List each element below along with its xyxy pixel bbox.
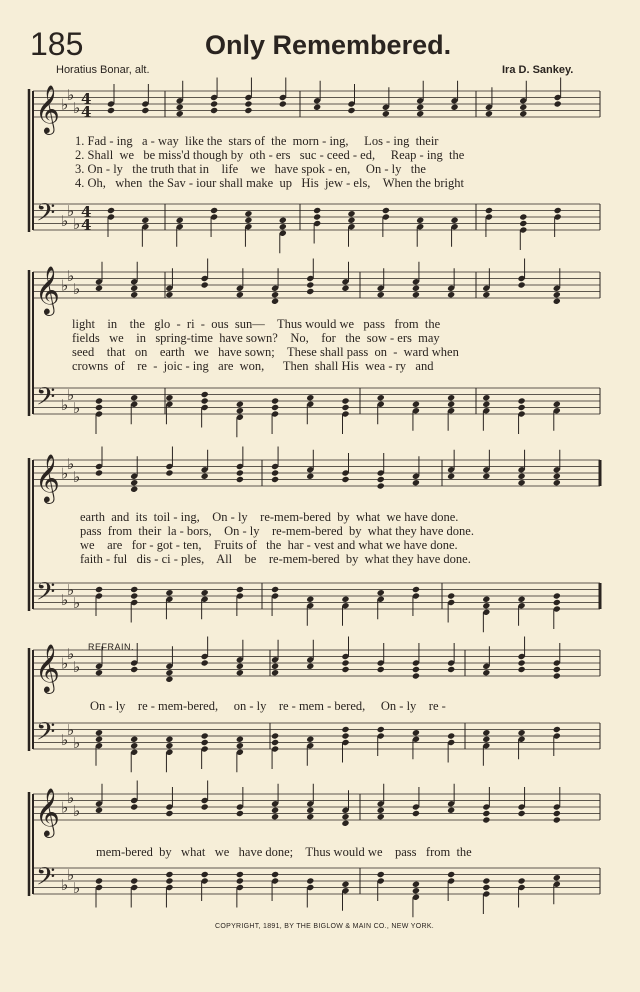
flat-sign: ♭ <box>67 386 75 404</box>
note-head <box>519 213 527 220</box>
note-head <box>377 871 385 878</box>
note-head <box>141 217 149 224</box>
time-signature-bottom: 4 <box>81 216 92 234</box>
flat-sign: ♭ <box>61 211 69 230</box>
note-head <box>517 729 525 736</box>
note-head <box>341 666 349 673</box>
note-head <box>130 666 138 673</box>
flat-sign: ♭ <box>67 788 75 807</box>
lyric-line: earth and its toil - ing, On - ly re-mem-bered by what we have done. <box>80 510 459 524</box>
note-head <box>306 807 314 814</box>
flat-sign: ♭ <box>73 279 81 298</box>
lyric-line: crowns of re - joic - ing are won, Then shall His wea - ry and <box>72 359 434 373</box>
note-head <box>377 807 385 814</box>
note-head <box>165 394 173 401</box>
note-head <box>279 217 287 224</box>
note-head <box>482 596 490 603</box>
note-head <box>210 107 218 114</box>
note-head <box>95 285 103 292</box>
lyric-line: 2. Shall we be miss'd though by oth - ers suc - ceed - ed, Reap - ing the <box>75 148 465 162</box>
note-head <box>271 476 279 483</box>
note-head <box>553 479 561 486</box>
note-head <box>412 291 420 298</box>
note-head <box>271 404 279 411</box>
note-head <box>553 726 561 733</box>
note-head <box>306 596 314 603</box>
note-head <box>165 736 173 743</box>
note-head <box>341 732 349 739</box>
note-head <box>271 298 279 305</box>
note-head <box>201 397 209 404</box>
note-head <box>553 473 561 480</box>
note-head <box>517 877 525 884</box>
treble-clef: 𝄞 <box>35 453 60 502</box>
flat-sign: ♭ <box>67 644 75 663</box>
note-head <box>165 810 173 817</box>
note-head <box>201 732 209 739</box>
note-head <box>130 592 138 599</box>
note-head <box>412 285 420 292</box>
note-head <box>176 104 184 111</box>
note-head <box>412 810 420 817</box>
note-head <box>341 397 349 404</box>
note-head <box>176 110 184 117</box>
note-head <box>236 736 244 743</box>
note-head <box>236 469 244 476</box>
note-head <box>482 291 490 298</box>
note-head <box>412 586 420 593</box>
note-head <box>165 877 173 884</box>
lyric-line: pass from their la - bors, On - ly re-mem-bered by what they have done. <box>80 524 474 538</box>
note-head <box>236 669 244 676</box>
lyric-line: seed that on earth we have sown; These shall pass on - ward when <box>72 345 459 359</box>
note-head <box>271 397 279 404</box>
note-head <box>201 739 209 746</box>
note-head <box>130 486 138 493</box>
flat-sign: ♭ <box>61 95 69 114</box>
note-head <box>447 401 455 408</box>
note-head <box>306 877 314 884</box>
lyric-line: 3. On - ly the truth that in life we have spok - en, On - ly the <box>75 162 426 176</box>
note-head <box>130 291 138 298</box>
note-head <box>165 291 173 298</box>
flat-sign: ♭ <box>61 276 69 295</box>
note-head <box>377 813 385 820</box>
treble-clef: 𝄞 <box>35 643 60 692</box>
note-head <box>485 110 493 117</box>
note-head <box>553 672 561 679</box>
note-head <box>412 666 420 673</box>
flat-sign: ♭ <box>73 734 81 752</box>
flat-sign: ♭ <box>67 454 75 473</box>
note-head <box>165 669 173 676</box>
note-head <box>553 599 561 606</box>
note-head <box>377 394 385 401</box>
note-head <box>313 213 321 220</box>
note-head <box>201 803 209 810</box>
note-head <box>553 592 561 599</box>
note-head <box>553 810 561 817</box>
note-head <box>306 394 314 401</box>
note-head <box>341 820 349 827</box>
note-head <box>517 281 525 288</box>
note-head <box>482 473 490 480</box>
refrain-label: REFRAIN. <box>88 642 135 652</box>
note-head <box>517 473 525 480</box>
flat-sign: ♭ <box>73 594 81 612</box>
note-head <box>341 476 349 483</box>
note-head <box>482 401 490 408</box>
note-head <box>377 482 385 489</box>
note-head <box>306 281 314 288</box>
note-head <box>244 100 252 107</box>
flat-sign: ♭ <box>67 866 75 884</box>
note-head <box>447 732 455 739</box>
note-head <box>416 217 424 224</box>
note-head <box>447 291 455 298</box>
note-head <box>130 479 138 486</box>
note-head <box>271 739 279 746</box>
note-head <box>377 291 385 298</box>
note-head <box>412 887 420 894</box>
note-head <box>306 813 314 820</box>
note-head <box>482 877 490 884</box>
note-head <box>165 871 173 878</box>
flat-sign: ♭ <box>73 879 81 897</box>
flat-sign: ♭ <box>73 399 81 417</box>
flat-sign: ♭ <box>61 654 69 673</box>
note-head <box>377 589 385 596</box>
note-head <box>279 100 287 107</box>
flat-sign: ♭ <box>67 266 75 285</box>
note-head <box>482 729 490 736</box>
note-head <box>412 672 420 679</box>
note-head <box>279 223 287 230</box>
flat-sign: ♭ <box>61 875 69 894</box>
note-head <box>412 881 420 888</box>
note-head <box>447 473 455 480</box>
note-head <box>412 729 420 736</box>
note-head <box>553 291 561 298</box>
note-head <box>165 589 173 596</box>
note-head <box>271 291 279 298</box>
note-head <box>517 479 525 486</box>
note-head <box>416 104 424 111</box>
note-head <box>517 596 525 603</box>
copyright-notice: COPYRIGHT, 1891, BY THE BIGLOW & MAIN CO., NEW YORK. <box>215 923 435 930</box>
note-head <box>95 404 103 411</box>
note-head <box>517 397 525 404</box>
note-head <box>95 736 103 743</box>
flat-sign: ♭ <box>61 730 69 749</box>
note-head <box>306 473 314 480</box>
bass-clef: 𝄢 <box>36 382 56 418</box>
bass-clef: 𝄢 <box>36 717 56 753</box>
note-head <box>517 666 525 673</box>
note-head <box>382 110 390 117</box>
note-head <box>482 669 490 676</box>
flat-sign: ♭ <box>61 464 69 483</box>
treble-clef: 𝄞 <box>35 787 60 836</box>
flat-sign: ♭ <box>73 801 81 820</box>
note-head <box>377 666 385 673</box>
note-head <box>95 729 103 736</box>
note-head <box>519 220 527 227</box>
note-head <box>95 397 103 404</box>
note-head <box>95 669 103 676</box>
lyric-line: On - ly re - mem-bered, on - ly re - mem - bered, On - ly re - <box>90 699 446 713</box>
hymn-title: Only Remembered. <box>205 30 452 60</box>
bass-clef: 𝄢 <box>36 862 56 898</box>
note-head <box>236 663 244 670</box>
note-head <box>553 401 561 408</box>
bass-clef: 𝄢 <box>36 577 56 613</box>
note-head <box>244 217 252 224</box>
note-head <box>176 217 184 224</box>
note-head <box>485 207 493 214</box>
note-head <box>450 217 458 224</box>
treble-clef: 𝄞 <box>35 84 60 133</box>
note-head <box>236 871 244 878</box>
note-head <box>271 871 279 878</box>
note-head <box>447 666 455 673</box>
note-head <box>271 813 279 820</box>
note-head <box>412 401 420 408</box>
time-signature-top: 4 <box>81 90 92 108</box>
note-head <box>347 107 355 114</box>
lyric-line: mem-bered by what we have done; Thus would we pass from the <box>96 845 472 859</box>
note-head <box>201 473 209 480</box>
note-head <box>236 407 244 414</box>
note-head <box>236 586 244 593</box>
note-head <box>271 586 279 593</box>
note-head <box>341 881 349 888</box>
note-head <box>130 803 138 810</box>
note-head <box>210 100 218 107</box>
note-head <box>201 659 209 666</box>
note-head <box>313 207 321 214</box>
note-head <box>341 813 349 820</box>
note-head <box>553 298 561 305</box>
bass-clef: 𝄢 <box>36 198 56 234</box>
note-head <box>271 732 279 739</box>
note-head <box>236 810 244 817</box>
flat-sign: ♭ <box>61 395 69 414</box>
note-head <box>553 666 561 673</box>
note-head <box>271 807 279 814</box>
lyric-line: faith - ful dis - ci - ples, All be re-mem-bered by what they have done. <box>80 552 471 566</box>
note-head <box>447 871 455 878</box>
note-head <box>482 736 490 743</box>
note-head <box>517 659 525 666</box>
note-head <box>271 469 279 476</box>
note-head <box>201 871 209 878</box>
note-head <box>519 104 527 111</box>
note-head <box>377 476 385 483</box>
note-head <box>341 726 349 733</box>
time-signature-bottom: 4 <box>81 103 92 121</box>
hymn-number: 185 <box>30 26 84 62</box>
flat-sign: ♭ <box>67 581 75 599</box>
note-head <box>553 874 561 881</box>
lyric-line: we are for - got - ten, Fruits of the har - vest and what we have done. <box>80 538 458 552</box>
lyric-line: 1. Fad - ing a - way like the stars of the morn - ing, Los - ing their <box>75 134 439 148</box>
note-head <box>447 807 455 814</box>
note-head <box>165 469 173 476</box>
lyric-line: 4. Oh, when the Sav - iour shall make up His jew - els, When the bright <box>75 176 464 190</box>
flat-sign: ♭ <box>67 721 75 739</box>
note-head <box>482 602 490 609</box>
note-head <box>306 288 314 295</box>
note-head <box>130 736 138 743</box>
note-head <box>554 207 562 214</box>
note-head <box>416 110 424 117</box>
note-head <box>201 281 209 288</box>
note-head <box>236 401 244 408</box>
note-head <box>236 476 244 483</box>
note-head <box>341 404 349 411</box>
treble-clef: 𝄞 <box>35 265 60 314</box>
note-head <box>341 285 349 292</box>
note-head <box>236 877 244 884</box>
note-head <box>130 877 138 884</box>
flat-sign: ♭ <box>73 467 81 486</box>
flat-sign: ♭ <box>61 590 69 609</box>
note-head <box>130 742 138 749</box>
note-head <box>412 479 420 486</box>
note-head <box>447 592 455 599</box>
note-head <box>201 391 209 398</box>
note-head <box>517 810 525 817</box>
flat-sign: ♭ <box>73 98 81 117</box>
note-head <box>95 469 103 476</box>
note-head <box>447 394 455 401</box>
note-head <box>306 736 314 743</box>
note-head <box>377 726 385 733</box>
composer-credit: Ira D. Sankey. <box>502 64 574 76</box>
note-head <box>201 589 209 596</box>
flat-sign: ♭ <box>73 215 81 233</box>
note-head <box>341 596 349 603</box>
flat-sign: ♭ <box>61 798 69 817</box>
time-signature-top: 4 <box>81 203 92 221</box>
note-head <box>95 807 103 814</box>
note-head <box>482 810 490 817</box>
note-head <box>306 663 314 670</box>
note-head <box>482 394 490 401</box>
note-head <box>130 394 138 401</box>
note-head <box>271 663 279 670</box>
note-head <box>554 100 562 107</box>
note-head <box>107 107 115 114</box>
note-head <box>130 285 138 292</box>
lyric-line: light in the glo - ri - ous sun— Thus would we pass from the <box>72 317 441 331</box>
note-head <box>519 110 527 117</box>
note-head <box>271 669 279 676</box>
lyricist-credit: Horatius Bonar, alt. <box>56 64 150 76</box>
note-head <box>382 207 390 214</box>
note-head <box>553 816 561 823</box>
note-head <box>313 104 321 111</box>
flat-sign: ♭ <box>67 85 75 104</box>
note-head <box>244 210 252 217</box>
note-head <box>236 742 244 749</box>
note-head <box>482 816 490 823</box>
note-head <box>165 676 173 683</box>
note-head <box>347 210 355 217</box>
flat-sign: ♭ <box>73 657 81 676</box>
note-head <box>165 742 173 749</box>
note-head <box>347 217 355 224</box>
note-head <box>130 586 138 593</box>
note-head <box>517 404 525 411</box>
note-head <box>244 107 252 114</box>
lyric-line: fields we in spring-time have sown? No, for the sow - ers may <box>72 331 440 345</box>
flat-sign: ♭ <box>67 202 75 220</box>
note-head <box>141 107 149 114</box>
note-head <box>210 207 218 214</box>
note-head <box>236 291 244 298</box>
note-head <box>95 877 103 884</box>
note-head <box>107 207 115 214</box>
note-head <box>341 659 349 666</box>
note-head <box>95 586 103 593</box>
note-head <box>482 884 490 891</box>
note-head <box>450 104 458 111</box>
